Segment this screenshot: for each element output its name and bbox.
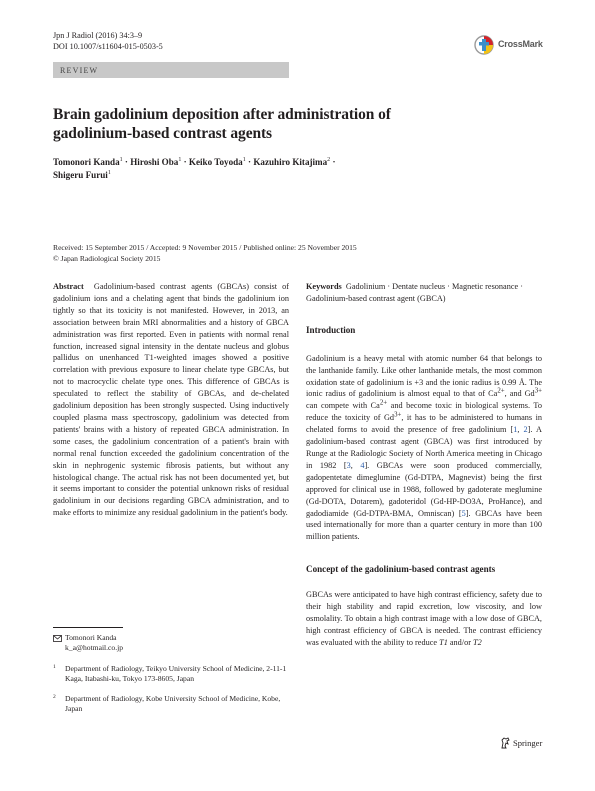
author-line-2: [53, 169, 383, 182]
affiliation-number: 1: [53, 663, 56, 670]
citation-link[interactable]: 1: [513, 425, 518, 435]
affiliation-2: [53, 694, 289, 715]
footnote-divider: [53, 627, 123, 628]
abstract-label: Abstract: [53, 282, 84, 291]
section-badge-label: REVIEW: [60, 65, 99, 75]
author-name[interactable]: Hiroshi Oba: [130, 157, 179, 167]
citation-link[interactable]: 5: [461, 508, 466, 518]
journal-meta: [53, 30, 163, 52]
article-history: Received: 15 September 2015 / Accepted: 9 November 2015 / Published online: 25 November 2015: [53, 243, 357, 252]
copyright: © Japan Radiological Society 2015: [53, 254, 161, 263]
author-separator: ·: [330, 157, 336, 167]
author-name[interactable]: Keiko Toyoda: [188, 157, 243, 167]
abstract: [53, 281, 289, 519]
keywords: [306, 281, 542, 305]
springer-horse-icon: [500, 737, 511, 749]
right-column: [306, 281, 542, 649]
author-separator: ·: [245, 157, 254, 167]
envelope-icon: [53, 635, 62, 642]
affiliation-text: Department of Radiology, Kobe University School of Medicine, Kobe, Japan: [65, 694, 281, 714]
abstract-text: Gadolinium-based contrast agents (GBCAs) consist of gadolinium ions and a chelating agent that binds the gadolinium ion tightly so that its toxicity is not manifested. However, in 2013, an association between brain MRI abnormalities and a history of GBCA administration was first reported. Even in patients with normal renal function, increased signal intensity in the dentate nucleus and globus pallidus on unenhanced T1-weighted images showed a positive correlation with previous exposure to linear chelate type GBCAs, but not to macrocyclic chelate type ones. This difference of GBCAs is speculated to reflect the stability of GBCAs, and de-chelated gadolinium deposition has been strongly suspected. Using inductively coupled plasma mass spectroscopy, gadolinium was detected from patients' brains with a history of repeated GBCA administration. In some cases, the gadolinium concentration of a patient's brain with normal renal function exceeded the gadolinium concentration of the skin in nephrogenic systemic fibrosis patients, but without any histological change. The actual risk has not been documented yet, but it seems important to consider the potential unknown risks of residual gadolinium in our decisions regarding GBCA administration, and to make efforts to minimize any residual gadolinium in the patient's body.: [53, 282, 289, 518]
citation-link[interactable]: 2: [523, 425, 528, 435]
publisher-name: Springer: [513, 738, 543, 748]
citation-link[interactable]: 3: [346, 460, 351, 470]
author-line-1: [53, 156, 383, 169]
corresponding-email[interactable]: k_a@hotmail.co.jp: [65, 643, 124, 653]
corresponding-name: Tomonori Kanda: [65, 633, 117, 642]
journal-citation: Jpn J Radiol (2016) 34:3–9: [53, 31, 143, 40]
author-affiliation: 1: [242, 156, 246, 163]
abstract-column: [53, 281, 289, 519]
author-name[interactable]: Shigeru Furui: [53, 170, 108, 180]
corresponding-author: [53, 633, 289, 654]
affiliation-1: [53, 664, 289, 685]
doi[interactable]: DOI 10.1007/s11604-015-0503-5: [53, 42, 163, 51]
author-separator: ·: [181, 157, 189, 167]
author-affiliation: 2: [327, 156, 331, 163]
author-affiliation: 1: [107, 169, 111, 176]
affiliation-number: 2: [53, 694, 56, 701]
crossmark-icon: [474, 35, 494, 55]
author-affiliation: 1: [119, 156, 123, 163]
introduction-heading: Introduction: [306, 324, 356, 335]
author-list: [53, 156, 383, 182]
affiliation-text: Department of Radiology, Teikyo University School of Medicine, 2-11-1 Kaga, Itabashi-ku, Tokyo 173-8605, Japan: [65, 663, 287, 683]
section-badge: [53, 62, 289, 78]
author-name[interactable]: Kazuhiro Kitajima: [253, 157, 328, 167]
author-affiliation: 1: [178, 156, 182, 163]
introduction-paragraph: Gadolinium is a heavy metal with atomic number 64 that belongs to the lanthanide family. Like other lanthanide metals, the most common oxidation state of gadolinium is +3 and the ionic radius is 0.99 Å. The ionic radius of gadolinium is almost equal to that of $Ca^{2+}$, and $Gd^{3+}$ can compete with $Ca^{2+}$ and become toxic in biological systems. To reduce the toxicity of $Gd^{3+}$, it has to be administered to humans in chelated forms to avoid the presence of free gadolinium [1, 2]. A gadolinium-based contrast agent (GBCA) was first introduced by Runge at the Radiologic Society of North America meeting in Chicago in 1982 [3, 4]. GBCAs were soon produced commercially, gadopentetate dimeglumine (Gd-DTPA, Magnevist) being the first approved for clinical use in 1988, followed by gadoterate meglumine (Gd-DOTA, Dotarem), gadoteridol (Gd-HP-DO3A, ProHance), and gadodiamide (Gd-DTPA-BMA, Omniscan) [5]. GBCAs have been used internationally for more than a quarter century in more than 100 million patients.: [306, 353, 543, 542]
concept-paragraph: GBCAs were anticipated to have high contrast efficiency, safety due to their high stability and rapid excretion, low viscosity, and low osmolality. To obtain a high contrast image with a low dose of GBCA, high contrast efficiency of GBCA is needed. The contrast efficiency was evaluated with the ability to reduce T1 and/or T2: [306, 590, 542, 647]
article-title: Brain gadolinium deposition after administration of gadolinium-based contrast agents: [53, 106, 391, 142]
concept-heading: Concept of the gadolinium-based contrast agents: [306, 564, 496, 575]
footnotes: [53, 631, 289, 715]
crossmark-label: CrossMark: [498, 39, 543, 49]
publication-dates: [53, 242, 473, 264]
author-name[interactable]: Tomonori Kanda: [53, 157, 120, 167]
keywords-text: Gadolinium · Dentate nucleus · Magnetic resonance · Gadolinium-based contrast agent (GBCA): [306, 282, 523, 303]
keywords-label: Keywords: [306, 282, 342, 291]
crossmark-badge[interactable]: [474, 35, 554, 55]
publisher-logo: [500, 738, 550, 750]
citation-link[interactable]: 4: [360, 460, 365, 470]
author-separator: ·: [122, 157, 131, 167]
